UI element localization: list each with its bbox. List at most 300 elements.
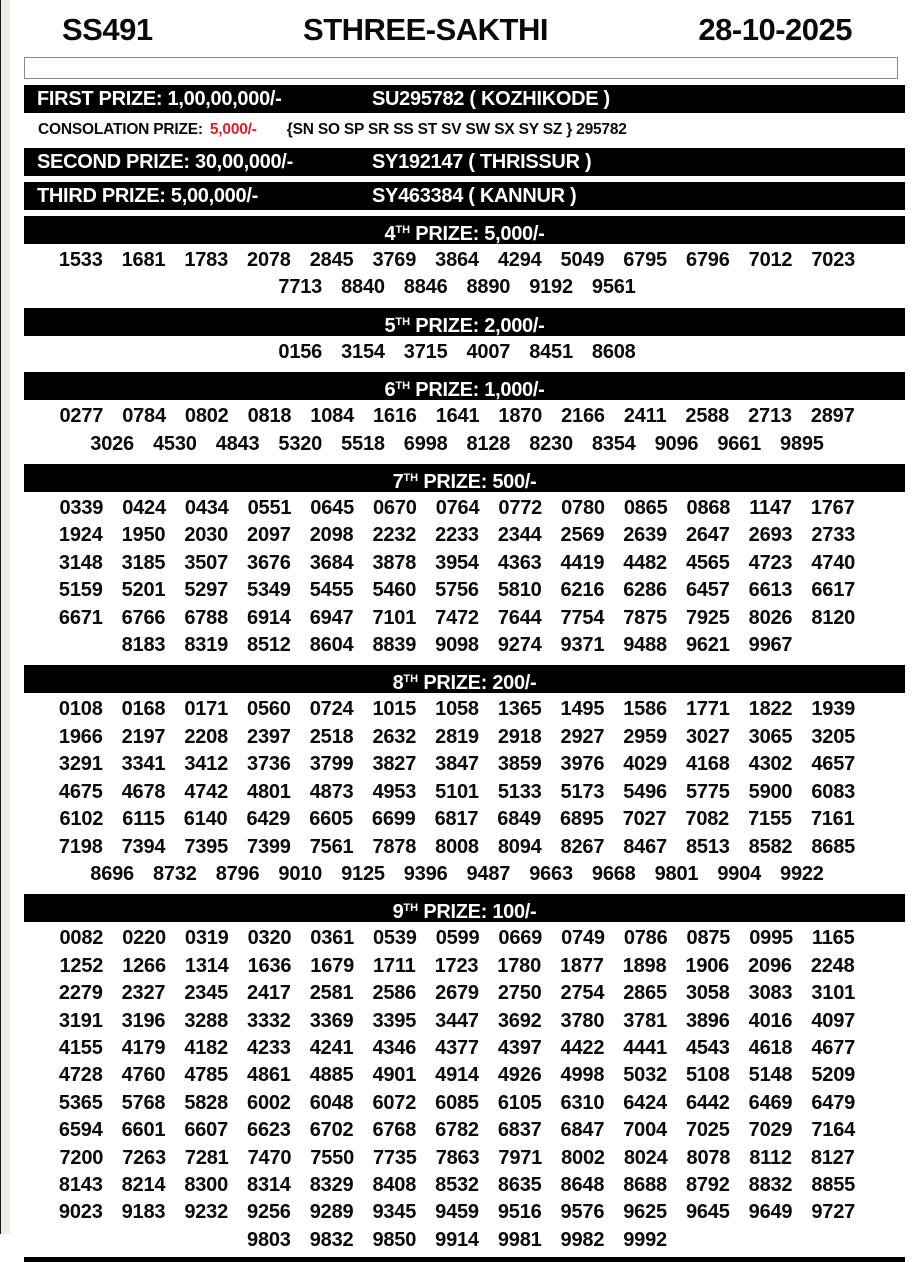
prize-number: 4861 [247, 1064, 291, 1087]
prize-number: 8002 [561, 1146, 605, 1169]
prize-number: 3341 [121, 753, 166, 776]
prize-number: 9289 [309, 1201, 354, 1224]
prize-number: 9982 [560, 1228, 605, 1251]
prize-number: 1495 [560, 698, 605, 721]
prize-number: 3447 [435, 1009, 479, 1032]
prize-number: 9516 [497, 1201, 542, 1224]
prize-number: 4482 [623, 551, 667, 574]
prize-number: 9981 [497, 1228, 542, 1251]
number-row [0, 1172, 905, 1199]
prize-number: 6766 [121, 606, 166, 629]
prize-number: 2679 [435, 982, 479, 1005]
prize-number: 3507 [184, 551, 229, 574]
prize-number: 5297 [184, 579, 229, 602]
section-title: 7TH PRIZE: 500/- [392, 471, 537, 494]
prize-number: 2279 [58, 982, 103, 1005]
prize-number: 0539 [373, 927, 417, 950]
prize-number: 8890 [466, 276, 511, 299]
prize-number: 7082 [685, 808, 730, 831]
section-header-7th-prize [24, 464, 905, 492]
prize-number: 7023 [811, 249, 856, 271]
prize-number: 0995 [749, 927, 793, 950]
prize-number: 2197 [121, 725, 166, 748]
prize-number: 0171 [184, 698, 229, 721]
prize-number: 8582 [748, 835, 793, 858]
prize-number: 6699 [371, 808, 416, 831]
prize-number: 0669 [498, 927, 543, 950]
prize-number: 5756 [435, 579, 479, 602]
prize-number: 2327 [121, 982, 166, 1005]
prize-number: 9649 [748, 1201, 793, 1224]
prize-number: 7863 [435, 1146, 480, 1169]
prize-number: 1084 [310, 405, 354, 428]
section-header-5th-prize [24, 308, 905, 336]
second-prize-bar [24, 148, 905, 176]
prize-number: 7161 [810, 808, 855, 831]
prize-number: 7875 [623, 606, 667, 629]
prize-number: 4441 [623, 1036, 667, 1059]
prize-number: 8792 [685, 1173, 730, 1196]
prize-number: 6002 [247, 1091, 291, 1114]
prize-number: 8354 [591, 432, 636, 455]
prize-number: 8024 [623, 1146, 668, 1169]
prize-number: 9256 [247, 1201, 291, 1224]
prize-number: 7925 [685, 606, 730, 629]
prize-number: 8696 [90, 862, 134, 885]
prize-number: 0786 [623, 927, 668, 950]
prize-number: 0168 [121, 698, 166, 721]
prize-number: 5775 [685, 780, 730, 803]
prize-number: 2030 [184, 524, 229, 547]
prize-number: 9803 [247, 1228, 291, 1251]
prize-number: 8512 [247, 634, 291, 657]
prize-number: 8685 [811, 835, 856, 858]
prize-number: 9023 [58, 1201, 103, 1224]
prize-number: 9967 [748, 634, 793, 657]
prize-number: 3827 [372, 753, 417, 776]
prize-number: 7470 [247, 1146, 292, 1169]
prize-number: 4363 [497, 551, 542, 574]
prize-number: 0780 [561, 497, 605, 520]
prize-number: 8839 [372, 634, 417, 657]
prize-number: 5810 [497, 579, 542, 602]
prize-number: 6479 [811, 1091, 856, 1114]
prize-number: 4302 [748, 753, 793, 776]
prize-number: 2097 [247, 524, 291, 547]
prize-number: 8832 [748, 1173, 793, 1196]
section-title: 9TH PRIZE: 100/- [392, 901, 537, 924]
section-title: 6TH PRIZE: 1,000/- [384, 379, 545, 402]
prize-number: 4346 [372, 1036, 417, 1059]
prize-number: 4873 [309, 780, 354, 803]
prize-number: 0551 [247, 497, 292, 520]
prize-number: 4233 [247, 1036, 291, 1059]
prize-number: 9727 [811, 1201, 856, 1224]
prize-number: 2078 [247, 249, 291, 271]
prize-number: 2586 [372, 982, 417, 1005]
second-prize-label: SECOND PRIZE: 30,00,000/- [37, 151, 293, 173]
prize-number: 6895 [560, 808, 604, 831]
prize-number: 7263 [122, 1146, 166, 1169]
section-title: 8TH PRIZE: 200/- [392, 672, 537, 695]
prize-number: 8127 [810, 1146, 855, 1169]
number-row [0, 577, 905, 604]
prize-number: 1165 [811, 927, 855, 950]
prize-number: 6601 [121, 1119, 166, 1142]
prize-number: 6105 [497, 1091, 542, 1114]
prize-number: 9645 [685, 1201, 730, 1224]
prize-number: 5101 [435, 780, 479, 803]
number-row [0, 1199, 905, 1226]
prize-number: 1924 [58, 524, 103, 547]
prize-number: 9096 [654, 432, 699, 455]
prize-number: 5900 [748, 780, 793, 803]
prize-number: 8183 [121, 634, 166, 657]
number-row [0, 834, 905, 861]
prize-number: 9345 [372, 1201, 417, 1224]
number-row [0, 980, 905, 1007]
consolation-row [24, 118, 905, 142]
prize-number: 1586 [623, 698, 667, 721]
prize-number: 5768 [121, 1091, 166, 1114]
prize-number: 8128 [466, 432, 511, 455]
prize-number: 2639 [623, 524, 667, 547]
prize-number: 9895 [780, 432, 824, 455]
first-prize-label: FIRST PRIZE: 1,00,00,000/- [37, 88, 282, 110]
prize-number: 4926 [497, 1064, 542, 1087]
number-row [0, 779, 905, 806]
consolation-series: {SN SO SP SR SS ST SV SW SX SY SZ } 295782 [286, 121, 627, 138]
prize-number: 6947 [309, 606, 354, 629]
section-number-rows [0, 696, 922, 888]
prize-number: 6083 [811, 780, 856, 803]
prize-number: 5133 [497, 780, 542, 803]
prize-number: 3781 [623, 1009, 667, 1032]
prize-number: 8314 [247, 1173, 291, 1196]
prize-number: 1058 [435, 698, 479, 721]
prize-number: 4155 [58, 1036, 103, 1059]
number-row [0, 339, 905, 366]
prize-number: 4182 [184, 1036, 229, 1059]
prize-number: 4728 [58, 1064, 103, 1087]
prize-number: 4618 [748, 1036, 793, 1059]
prize-number: 5460 [372, 579, 417, 602]
prize-number: 4007 [466, 340, 511, 363]
prize-number: 7025 [685, 1119, 730, 1142]
number-row [0, 495, 905, 522]
prize-number: 1870 [498, 405, 543, 428]
prize-number: 4377 [435, 1036, 479, 1059]
prize-number: 7200 [59, 1146, 104, 1169]
prize-number: 3058 [685, 982, 730, 1005]
prize-number: 3395 [372, 1009, 417, 1032]
page-title: STHREE-SAKTHI [303, 12, 548, 47]
prize-number: 8608 [591, 340, 636, 363]
prize-number: 1966 [58, 725, 103, 748]
prize-number: 6788 [184, 606, 229, 629]
prize-number: 4179 [121, 1036, 166, 1059]
prize-number: 1533 [58, 249, 103, 271]
prize-number: 6115 [122, 808, 165, 831]
number-row [0, 1062, 905, 1089]
prize-number: 7198 [58, 835, 103, 858]
prize-number: 8840 [341, 276, 385, 299]
prize-number: 6286 [623, 579, 667, 602]
prize-number: 7644 [497, 606, 542, 629]
prize-number: 3154 [341, 340, 385, 363]
prize-number: 1252 [59, 954, 104, 977]
prize-number: 1950 [121, 524, 166, 547]
draw-code: SS491 [62, 12, 153, 47]
prize-number: 2411 [623, 405, 667, 428]
prize-number: 6072 [372, 1091, 417, 1114]
prize-number: 2096 [748, 954, 792, 977]
prize-number: 1147 [749, 497, 792, 520]
prize-number: 1939 [811, 698, 856, 721]
prize-number: 5108 [685, 1064, 730, 1087]
section-header-8th-prize [24, 665, 905, 693]
number-row [0, 806, 905, 833]
number-row [0, 1145, 905, 1172]
prize-number: 6140 [183, 808, 228, 831]
prize-number: 7155 [748, 808, 792, 831]
prize-number: 9459 [435, 1201, 479, 1224]
prize-number: 0802 [184, 405, 229, 428]
prize-number: 1314 [184, 954, 229, 977]
prize-number: 9992 [623, 1228, 667, 1251]
prize-number: 2693 [748, 524, 793, 547]
prize-number: 6424 [623, 1091, 667, 1114]
prize-number: 0599 [435, 927, 480, 950]
prize-number: 4953 [372, 780, 417, 803]
prize-number: 7395 [184, 835, 229, 858]
prize-number: 9192 [529, 276, 573, 299]
prize-number: 6702 [309, 1119, 354, 1142]
prize-number: 2750 [497, 982, 542, 1005]
prize-number: 9488 [623, 634, 667, 657]
prize-number: 6613 [748, 579, 793, 602]
prize-number: 3715 [403, 340, 448, 363]
prize-number: 6310 [560, 1091, 605, 1114]
prize-number: 8467 [623, 835, 667, 858]
prize-number: 5201 [121, 579, 166, 602]
prize-number: 4422 [560, 1036, 605, 1059]
prize-number: 2581 [309, 982, 354, 1005]
prize-number: 4294 [497, 249, 542, 271]
prize-number: 8120 [811, 606, 856, 629]
prize-number: 0784 [122, 405, 166, 428]
section-header-9th-prize [24, 894, 905, 922]
prize-number: 3369 [309, 1009, 354, 1032]
prize-number: 7027 [622, 808, 667, 831]
section-title: 5TH PRIZE: 2,000/- [384, 314, 545, 337]
prize-number: 9274 [497, 634, 542, 657]
prize-number: 7561 [309, 835, 354, 858]
prize-number: 8143 [58, 1173, 103, 1196]
prize-number: 5159 [58, 579, 103, 602]
prize-number: 3976 [560, 753, 605, 776]
prize-number: 4740 [811, 551, 856, 574]
prize-number: 2248 [810, 954, 855, 977]
prize-number: 2098 [309, 524, 354, 547]
prize-number: 6671 [58, 606, 103, 629]
prize-number: 3676 [247, 551, 291, 574]
prize-number: 4016 [748, 1009, 793, 1032]
prize-number: 4843 [215, 432, 260, 455]
third-prize-bar [24, 182, 905, 210]
number-row [0, 605, 905, 632]
prize-number: 4530 [152, 432, 197, 455]
prize-number: 2927 [560, 725, 605, 748]
prize-number: 7004 [623, 1119, 667, 1142]
prize-number: 4998 [560, 1064, 605, 1087]
prize-number: 0319 [184, 927, 229, 950]
prize-number: 6623 [247, 1119, 291, 1142]
prize-number: 4885 [309, 1064, 354, 1087]
prize-number: 9396 [403, 862, 448, 885]
number-row [0, 696, 905, 723]
prize-number: 7754 [560, 606, 605, 629]
prize-number: 8513 [685, 835, 730, 858]
prize-number: 3412 [184, 753, 229, 776]
prize-number: 2713 [748, 405, 792, 428]
prize-number: 9487 [466, 862, 511, 885]
prize-number: 8732 [152, 862, 197, 885]
prize-number: 1679 [310, 954, 354, 977]
prize-number: 3769 [372, 249, 417, 271]
prize-number: 4097 [811, 1009, 856, 1032]
prize-number: 1783 [184, 249, 229, 271]
prize-number: 6914 [247, 606, 291, 629]
prize-number: 4914 [435, 1064, 479, 1087]
number-row [0, 1035, 905, 1062]
prize-number: 2344 [497, 524, 542, 547]
number-row [0, 550, 905, 577]
prize-number: 2754 [560, 982, 605, 1005]
prize-number: 2733 [811, 524, 856, 547]
prize-number: 9125 [341, 862, 385, 885]
third-prize-winner: SY463384 ( KANNUR ) [372, 185, 577, 207]
prize-number: 1641 [435, 405, 480, 428]
prize-number: 1723 [434, 954, 479, 977]
bottom-edge-bar [24, 1257, 905, 1262]
prize-number: 6607 [184, 1119, 229, 1142]
prize-number: 4801 [247, 780, 291, 803]
prize-number: 4723 [748, 551, 793, 574]
prize-number: 6796 [685, 249, 730, 271]
prize-number: 7012 [748, 249, 793, 271]
prize-number: 1767 [810, 497, 855, 520]
consolation-label: CONSOLATION PRIZE: [38, 121, 203, 138]
prize-number: 5209 [811, 1064, 856, 1087]
prize-number: 2897 [810, 405, 855, 428]
number-row [0, 724, 905, 751]
prize-number: 0560 [247, 698, 291, 721]
prize-number: 3065 [748, 725, 793, 748]
prize-number: 0645 [310, 497, 354, 520]
prize-number: 6617 [811, 579, 856, 602]
prize-number: 5320 [278, 432, 323, 455]
prize-number: 3027 [685, 725, 730, 748]
prize-number: 9576 [560, 1201, 605, 1224]
prize-number: 3692 [497, 1009, 542, 1032]
prize-number: 2632 [372, 725, 417, 748]
prize-number: 0082 [59, 927, 104, 950]
prize-number: 3288 [184, 1009, 229, 1032]
prize-number: 1822 [748, 698, 793, 721]
prize-number: 1365 [497, 698, 542, 721]
prize-number: 0320 [247, 927, 292, 950]
prize-number: 2845 [309, 249, 354, 271]
prize-number: 7101 [372, 606, 417, 629]
prize-number: 6429 [246, 808, 291, 831]
prize-number: 9914 [435, 1228, 479, 1251]
prize-number: 9010 [278, 862, 323, 885]
prize-number: 3185 [121, 551, 166, 574]
draw-date: 28-10-2025 [698, 12, 852, 47]
prize-number: 3847 [435, 753, 479, 776]
prize-number: 7399 [247, 835, 291, 858]
number-row [0, 953, 905, 980]
prize-number: 6605 [309, 808, 353, 831]
prize-number: 8688 [623, 1173, 667, 1196]
prize-number: 9621 [685, 634, 730, 657]
section-header-4th-prize [24, 216, 905, 244]
prize-number: 6102 [59, 808, 104, 831]
prize-number: 3101 [811, 982, 856, 1005]
prize-number: 6442 [685, 1091, 730, 1114]
prize-number: 9625 [623, 1201, 667, 1224]
prize-number: 8094 [497, 835, 542, 858]
section-header-6th-prize [24, 372, 905, 400]
prize-number: 7164 [811, 1119, 856, 1142]
prize-number: 0156 [278, 340, 323, 363]
prize-number: 4657 [811, 753, 856, 776]
prize-number: 7472 [435, 606, 479, 629]
prize-number: 6782 [435, 1119, 479, 1142]
section-number-rows [0, 495, 922, 659]
prize-number: 0434 [184, 497, 229, 520]
prize-number: 0868 [686, 497, 731, 520]
prize-number: 4565 [685, 551, 730, 574]
prize-number: 5173 [560, 780, 605, 803]
prize-number: 7029 [748, 1119, 793, 1142]
prize-number: 7878 [372, 835, 417, 858]
prize-number: 3191 [58, 1009, 103, 1032]
prize-number: 3878 [372, 551, 417, 574]
prize-number: 6085 [435, 1091, 479, 1114]
prize-number: 9232 [184, 1201, 229, 1224]
prize-number: 5828 [184, 1091, 229, 1114]
prize-number: 8112 [749, 1146, 792, 1169]
prize-number: 4419 [560, 551, 605, 574]
prize-number: 1780 [497, 954, 541, 977]
prize-number: 2569 [560, 524, 605, 547]
number-row [0, 1227, 905, 1254]
prize-sections [0, 216, 922, 1254]
prize-number: 9668 [591, 862, 636, 885]
prize-number: 6768 [372, 1119, 417, 1142]
number-row [0, 751, 905, 778]
prize-number: 3026 [90, 432, 134, 455]
consolation-amount: 5,000/- [209, 121, 257, 138]
prize-number: 8329 [309, 1173, 354, 1196]
prize-number: 5455 [309, 579, 354, 602]
prize-number: 4901 [372, 1064, 417, 1087]
prize-number: 7281 [184, 1146, 229, 1169]
prize-number: 1616 [373, 405, 417, 428]
prize-number: 8026 [748, 606, 793, 629]
